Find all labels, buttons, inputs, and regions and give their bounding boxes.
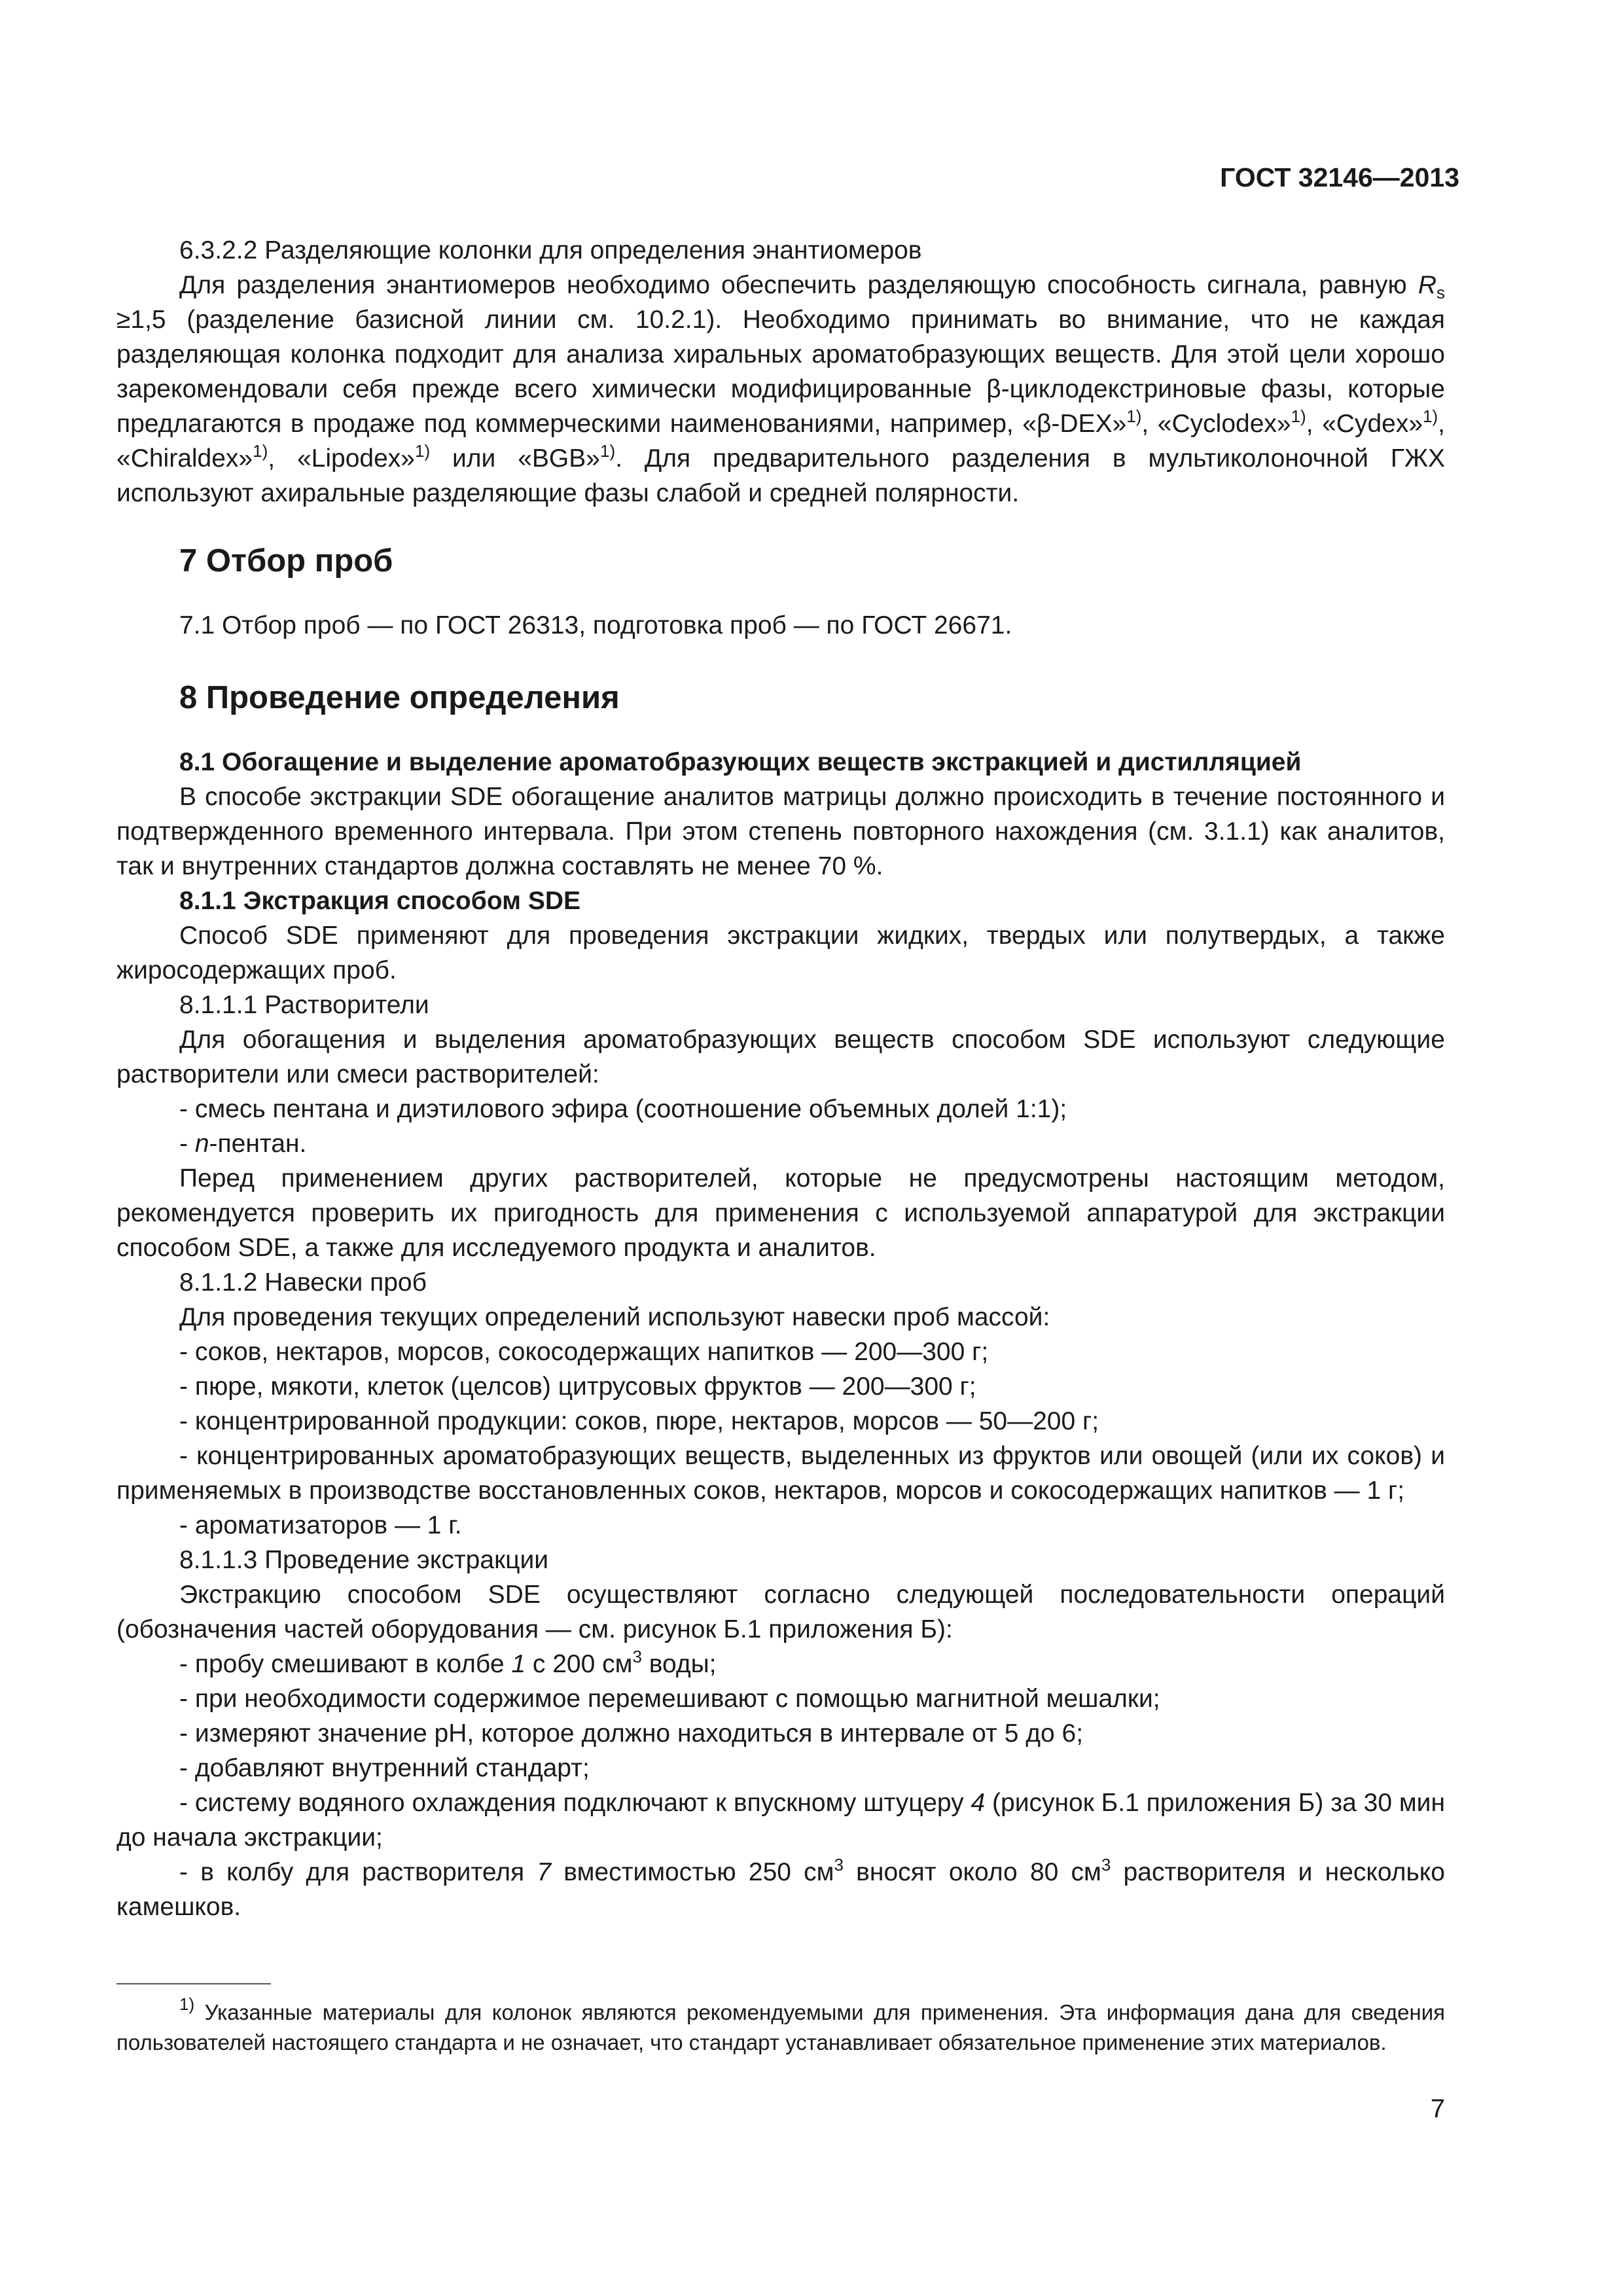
clause-8-1-1-heading: 8.1.1 Экстракция способом SDE xyxy=(179,887,581,915)
list-item xyxy=(116,1855,1445,1924)
superscript: 3 xyxy=(834,1855,844,1874)
clause-8-1-1-3-title: 8.1.1.3 Проведение экстракции xyxy=(179,1546,549,1574)
clause-8-1-text: В способе экстракции SDE обогащение аналитов матрицы должно происходить в течение постоянного и подтвержденного временного интервала. При этом степень повторного нахождения (см. 3.1.1) как аналитов, так и внутренних стандартов должна составлять не менее 70 %. xyxy=(116,783,1445,880)
text-run: вносят около 80 см xyxy=(843,1858,1101,1886)
footnote-mark: 1) xyxy=(179,1994,195,2014)
clause-8-1-1-1-title: 8.1.1.1 Растворители xyxy=(179,991,429,1019)
footnote-ref[interactable]: 1) xyxy=(253,441,268,461)
text-run: - xyxy=(179,1130,195,1158)
clause-8-1-1-1-note: Перед применением других растворителей, которые не предусмотрены настоящим методом, рекомендуется проверить их пригодность для применения с используемой аппаратурой для экстракции способом SDE, а также для исследуемого продукта и аналитов. xyxy=(116,1164,1445,1262)
list-item: - смесь пентана и диэтилового эфира (соотношение объемных долей 1:1); xyxy=(179,1095,1067,1123)
text-run: (рисунок Б.1 приложения Б) за 30 мин до начала экстракции; xyxy=(116,1789,1445,1852)
document-code: ГОСТ 32146—2013 xyxy=(1220,162,1459,192)
clause-6-3-2-2-text xyxy=(116,268,1445,511)
clause-8-1-heading: 8.1 Обогащение и выделение ароматобразующих веществ экстракцией и дистилляцией xyxy=(179,748,1302,776)
footnote-ref[interactable]: 1) xyxy=(1126,406,1142,426)
clause-8-1-1-2-text: Для проведения текущих определений используют навески проб массой: xyxy=(179,1303,1050,1331)
clause-6-3-2-2-title: 6.3.2.2 Разделяющие колонки для определения энантиомеров xyxy=(179,236,922,264)
text-run: ≥1,5 (разделение базисной линии см. 10.2.1). Необходимо принимать во внимание, что не каждая разделяющая колонка подходит для анализа хиральных ароматобразующих веществ. Для этой цели хорошо зарекомендовали себя прежде всего химически модифицированные β-циклодекстриновые фазы, которые предлагаются в продаже под коммерческими наименованиями, например, «β-DEX» xyxy=(116,306,1445,438)
text-run: с 200 см xyxy=(526,1650,633,1678)
resolution-subscript: s xyxy=(1436,283,1445,302)
text-run: , «Lipodex» xyxy=(268,444,415,473)
footnote-ref[interactable]: 1) xyxy=(599,441,616,461)
text-run: - пробу смешивают в колбе xyxy=(179,1650,512,1678)
list-item: - ароматизаторов — 1 г. xyxy=(179,1511,462,1539)
list-item: - при необходимости содержимое перемешивают с помощью магнитной мешалки; xyxy=(179,1685,1160,1713)
footnote-ref[interactable]: 1) xyxy=(1291,406,1306,426)
text-run: , «Cydex» xyxy=(1306,410,1423,438)
italic-run: n xyxy=(194,1130,209,1158)
footnote-separator xyxy=(116,1983,271,1984)
footnote-ref[interactable]: 1) xyxy=(414,441,431,461)
text-run: воды; xyxy=(641,1650,717,1678)
superscript: 3 xyxy=(1101,1855,1111,1874)
list-item: - концентрированных ароматобразующих веществ, выделенных из фруктов или овощей (или их соков) и применяемых в производстве восстановленных соков, нектаров, морсов и сокосодержащих напитков — 1 г; xyxy=(116,1442,1445,1505)
text-run: или «BGB» xyxy=(430,444,600,473)
footnote xyxy=(116,1994,1445,2058)
list-item: - добавляют внутренний стандарт; xyxy=(179,1754,590,1782)
resolution-symbol: R xyxy=(1418,271,1436,299)
text-run: вместимостью 250 см xyxy=(551,1858,834,1886)
footnote-ref[interactable]: 1) xyxy=(1423,406,1438,426)
superscript: 3 xyxy=(632,1647,642,1666)
text-run: Для разделения энантиомеров необходимо обеспечить разделяющую способность сигнала, равную xyxy=(179,271,1418,299)
list-item xyxy=(116,1126,1445,1161)
footnote-text xyxy=(116,1994,1445,2058)
italic-run: 4 xyxy=(971,1789,986,1817)
clause-7-1: 7.1 Отбор проб — по ГОСТ 26313, подготовка проб — по ГОСТ 26671. xyxy=(179,611,1012,639)
clause-8-1-1-1-text: Для обогащения и выделения ароматобразующих веществ способом SDE используют следующие растворители или смеси растворителей: xyxy=(116,1026,1445,1088)
document-body xyxy=(116,233,1445,1924)
section-7-heading: 7 Отбор проб xyxy=(179,543,393,579)
text-run: - в колбу для растворителя xyxy=(179,1858,537,1886)
text-run: Указанные материалы для колонок являются рекомендуемыми для применения. Эта информация дана для сведения пользователей настоящего стандарта и не означает, что стандарт устанавливает обязательное применение этих материалов. xyxy=(116,2000,1445,2054)
list-item: - соков, нектаров, морсов, сокосодержащих напитков — 200—300 г; xyxy=(179,1338,989,1366)
text-run: растворителя и несколько камешков. xyxy=(116,1858,1445,1921)
list-item xyxy=(116,1785,1445,1855)
text-run: - систему водяного охлаждения подключают к впускному штуцеру xyxy=(179,1789,971,1817)
text-run: -пентан. xyxy=(209,1130,307,1158)
text-run: , «Chiraldex» xyxy=(116,410,1446,473)
italic-run: 1 xyxy=(511,1650,526,1678)
list-item: - пюре, мякоти, клеток (целсов) цитрусовых фруктов — 200—300 г; xyxy=(179,1372,976,1401)
clause-8-1-1-text: Способ SDE применяют для проведения экстракции жидких, твердых или полутвердых, а также жиросодержащих проб. xyxy=(116,922,1445,984)
list-item: - измеряют значение pH, которое должно находиться в интервале от 5 до 6; xyxy=(179,1719,1084,1748)
section-8-heading: 8 Проведение определения xyxy=(179,680,620,715)
clause-8-1-1-3-text: Экстракцию способом SDE осуществляют согласно следующей последовательности операций (обозначения частей оборудования — см. рисунок Б.1 приложения Б): xyxy=(116,1581,1445,1643)
page-number: 7 xyxy=(1430,2094,1445,2123)
italic-run: 7 xyxy=(537,1858,552,1886)
list-item: - концентрированной продукции: соков, пюре, нектаров, морсов — 50—200 г; xyxy=(179,1407,1099,1435)
clause-8-1-1-2-title: 8.1.1.2 Навески проб xyxy=(179,1268,427,1297)
text-run: . Для предварительного разделения в мультиколоночной ГЖХ используют ахиральные разделяющие фазы слабой и средней полярности. xyxy=(116,444,1445,507)
list-item xyxy=(116,1647,1445,1681)
text-run: , «Cyclodex» xyxy=(1141,410,1291,438)
